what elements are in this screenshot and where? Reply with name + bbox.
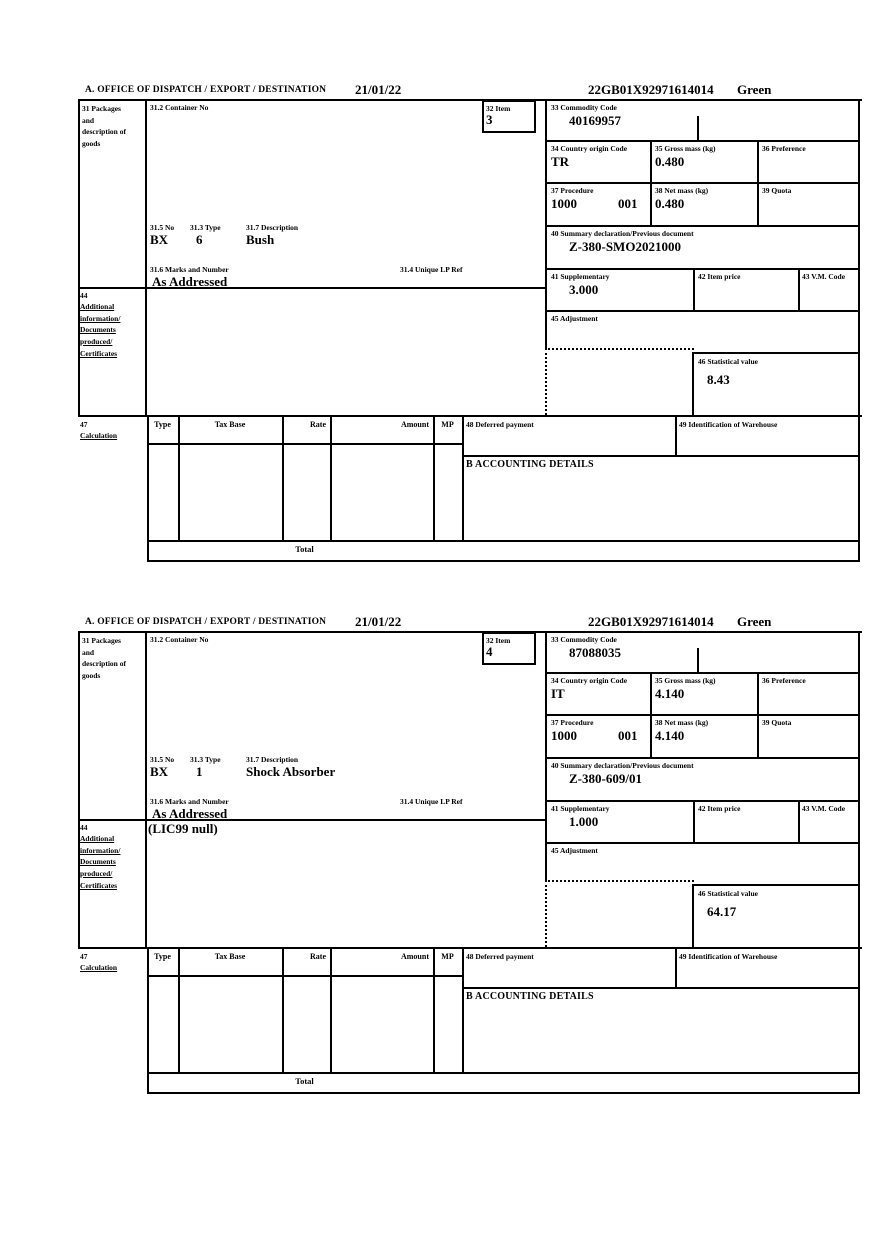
adjustment-label: 45 Adjustment [551,846,598,855]
movement-reference-number: 22GB01X92971614014 [588,82,714,97]
grid-line-dotted [545,880,694,882]
grid-line [147,540,860,542]
country-origin-value: IT [551,686,565,701]
grid-line [545,714,860,716]
marks-number-label: 31.6 Marks and Number [150,797,229,806]
grid-line [545,268,860,270]
grid-line [462,455,860,457]
grid-line [693,268,695,310]
gross-mass-label: 35 Gross mass (kg) [655,676,716,685]
box47-number: 47 [80,952,88,961]
grid-line [757,672,759,757]
grid-line [798,268,800,310]
commodity-code-divider [697,116,699,140]
commodity-code-label: 33 Commodity Code [551,635,617,644]
declaration-date: 21/01/22 [355,614,402,629]
box44-number: 44 [80,291,88,300]
warehouse-id-label: 49 Identification of Warehouse [679,952,778,961]
adjustment-label: 45 Adjustment [551,314,598,323]
grid-line [282,415,284,540]
grid-line [545,225,860,227]
preference-label: 36 Preference [762,144,806,153]
total-label: Total [295,544,314,554]
routing-status: Green [737,82,772,97]
col-amount-header: Amount [400,952,429,961]
packages-description-label: 31 Packages and description of goods [82,636,126,680]
grid-line [330,947,332,1072]
grid-line [78,947,862,949]
description-label: 31.7 Description [246,755,299,764]
statistical-value: 64.17 [707,904,737,919]
procedure-value: 1000 [551,196,577,211]
commodity-code-value: 87088035 [569,645,621,660]
col-rate-header: Rate [310,952,326,961]
grid-line [145,99,147,417]
grid-line [692,352,860,354]
grid-line [545,757,860,759]
supplementary-value: 1.000 [569,814,599,829]
grid-line [675,947,677,987]
procedure-value: 1000 [551,728,577,743]
declaration-item-2 [78,614,862,1095]
additional-information-label: Additional information/ Documents produced/ Certificates [80,302,121,358]
packages-no-label: 31.5 No [150,223,175,232]
grid-line [178,947,180,1072]
grid-line [650,140,652,225]
net-mass-value: 0.480 [655,196,685,211]
packages-type-label: 31.3 Type [190,223,221,232]
col-mp-header: MP [441,952,454,961]
grid-line [675,415,677,455]
marks-number-label: 31.6 Marks and Number [150,265,229,274]
previous-document-value: Z-380-609/01 [569,771,642,786]
col-tax-base-header: Tax Base [214,952,246,961]
grid-line [78,99,862,101]
previous-document-value: Z-380-SMO2021000 [569,239,681,254]
item-price-label: 42 Item price [698,804,741,813]
grid-line-dotted [545,348,694,350]
vm-code-label: 43 V.M. Code [802,804,846,813]
packages-type-value: 1 [196,764,203,779]
calculation-label: Calculation [80,431,118,440]
grid-line [330,415,332,540]
grid-line [78,99,80,417]
item-price-label: 42 Item price [698,272,741,281]
net-mass-label: 38 Net mass (kg) [655,718,709,727]
net-mass-value: 4.140 [655,728,685,743]
grid-line [433,415,435,540]
grid-line [462,987,860,989]
container-no-label: 31.2 Container No [150,103,209,112]
supplementary-label: 41 Supplementary [551,804,610,813]
box44-number: 44 [80,823,88,832]
grid-line [147,975,462,977]
packages-no-value: BX [150,764,169,779]
warehouse-id-label: 49 Identification of Warehouse [679,420,778,429]
col-amount-header: Amount [400,420,429,429]
item-number: 3 [486,112,493,127]
unique-lp-ref-label: 31.4 Unique LP Ref [400,265,463,274]
grid-line [147,1072,860,1074]
goods-description-value: Bush [246,232,275,247]
total-label: Total [295,1076,314,1086]
gross-mass-value: 4.140 [655,686,685,701]
packages-description-label: 31 Packages and description of goods [82,104,126,148]
previous-document-label: 40 Summary declaration/Previous document [551,761,694,770]
accounting-details-label: B ACCOUNTING DETAILS [466,991,594,1002]
additional-information-value: (LIC99 null) [148,821,218,836]
procedure-value-2: 001 [618,196,638,211]
declaration-date: 21/01/22 [355,82,402,97]
deferred-payment-label: 48 Deferred payment [466,420,534,429]
goods-description-value: Shock Absorber [246,764,336,779]
office-of-dispatch-header: A. OFFICE OF DISPATCH / EXPORT / DESTINATION [85,617,327,627]
col-type-header: Type [154,420,171,429]
grid-line [78,415,862,417]
grid-line [858,99,860,562]
col-rate-header: Rate [310,420,326,429]
vm-code-label: 43 V.M. Code [802,272,846,281]
procedure-label: 37 Procedure [551,186,594,195]
grid-line [545,310,860,312]
grid-line [545,842,860,844]
procedure-label: 37 Procedure [551,718,594,727]
grid-line [147,1092,860,1094]
col-mp-header: MP [441,420,454,429]
commodity-code-label: 33 Commodity Code [551,103,617,112]
supplementary-value: 3.000 [569,282,599,297]
quota-label: 39 Quota [762,186,792,195]
net-mass-label: 38 Net mass (kg) [655,186,709,195]
unique-lp-ref-label: 31.4 Unique LP Ref [400,797,463,806]
country-origin-label: 34 Country origin Code [551,144,628,153]
grid-line [545,140,860,142]
grid-line [78,287,547,289]
grid-line [545,672,860,674]
marks-number-value: As Addressed [152,806,228,821]
grid-line-dotted [545,880,547,947]
grid-line [433,947,435,1072]
procedure-value-2: 001 [618,728,638,743]
grid-line [147,560,860,562]
country-origin-value: TR [551,154,570,169]
statistical-value-label: 46 Statistical value [698,357,758,366]
box47-number: 47 [80,420,88,429]
previous-document-label: 40 Summary declaration/Previous document [551,229,694,238]
grid-line-dotted [545,348,547,415]
commodity-code-divider [697,648,699,672]
declaration-item-1 [78,82,862,563]
grid-line [693,800,695,842]
deferred-payment-label: 48 Deferred payment [466,952,534,961]
calculation-label: Calculation [80,963,118,972]
packages-type-label: 31.3 Type [190,755,221,764]
packages-no-label: 31.5 No [150,755,175,764]
preference-label: 36 Preference [762,676,806,685]
description-label: 31.7 Description [246,223,299,232]
grid-line [692,352,694,415]
grid-line [798,800,800,842]
accounting-details-label: B ACCOUNTING DETAILS [466,459,594,470]
grid-line [757,140,759,225]
movement-reference-number: 22GB01X92971614014 [588,614,714,629]
grid-line [462,947,464,1072]
grid-line [858,631,860,1094]
grid-line [78,631,80,949]
supplementary-label: 41 Supplementary [551,272,610,281]
packages-type-value: 6 [196,232,203,247]
grid-line [282,947,284,1072]
gross-mass-value: 0.480 [655,154,685,169]
grid-line [692,884,860,886]
grid-line [78,631,862,633]
country-origin-label: 34 Country origin Code [551,676,628,685]
grid-line [692,884,694,947]
item-label: 32 Item [486,636,511,645]
grid-line [545,182,860,184]
grid-line [147,443,462,445]
grid-line [145,631,147,949]
routing-status: Green [737,614,772,629]
item-number-box [482,632,536,665]
grid-line [462,415,464,540]
grid-line [545,800,860,802]
col-tax-base-header: Tax Base [214,420,246,429]
gross-mass-label: 35 Gross mass (kg) [655,144,716,153]
grid-line [178,415,180,540]
col-type-header: Type [154,952,171,961]
office-of-dispatch-header: A. OFFICE OF DISPATCH / EXPORT / DESTINATION [85,85,327,95]
item-number-box [482,100,536,133]
packages-no-value: BX [150,232,169,247]
quota-label: 39 Quota [762,718,792,727]
grid-line [650,672,652,757]
commodity-code-value: 40169957 [569,113,621,128]
additional-information-label: Additional information/ Documents produced/ Certificates [80,834,121,890]
statistical-value-label: 46 Statistical value [698,889,758,898]
item-number: 4 [486,644,493,659]
marks-number-value: As Addressed [152,274,228,289]
statistical-value: 8.43 [707,372,730,387]
container-no-label: 31.2 Container No [150,635,209,644]
item-label: 32 Item [486,104,511,113]
